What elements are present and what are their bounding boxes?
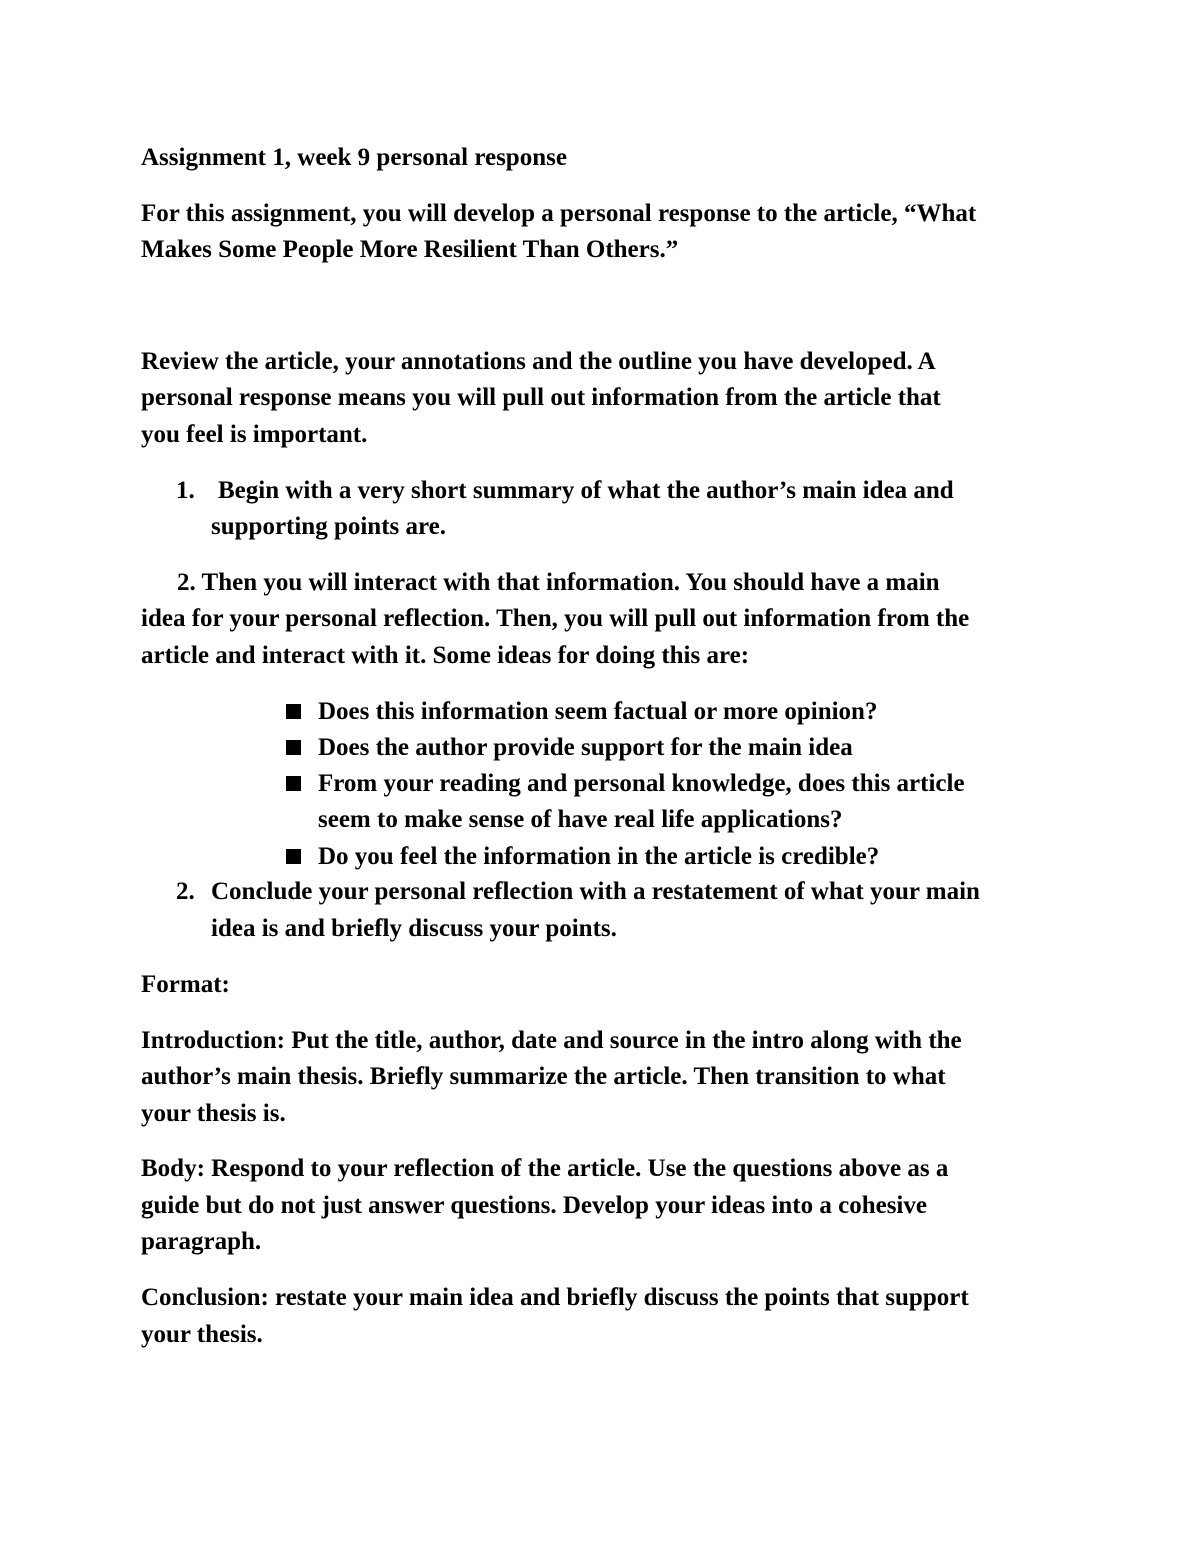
body-line-3: paragraph. (141, 1228, 262, 1255)
review-line-1: Review the article, your annotations and the outline you have developed. A (141, 348, 936, 375)
intro-line-2: Makes Some People More Resilient Than Others.” (141, 236, 679, 263)
step-3-line-1: Conclude your personal reflection with a restatement of what your main (211, 878, 980, 905)
step-2-line-2: idea for your personal reflection. Then, you will pull out information from the (141, 605, 970, 632)
step-1-line-2: supporting points are. (211, 513, 447, 540)
step-2-line-3: article and interact with it. Some ideas for doing this are: (141, 642, 750, 669)
introduction-line-3: your thesis is. (141, 1100, 286, 1127)
bullet-1-text: Does this information seem factual or more opinion? (318, 698, 878, 725)
body-line-2: guide but do not just answer questions. Develop your ideas into a cohesive (141, 1192, 927, 1219)
body-line-1: Body: Respond to your reflection of the article. Use the questions above as a (141, 1155, 949, 1182)
bullet-square-icon (286, 740, 301, 755)
bullet-2-text: Does the author provide support for the main idea (318, 734, 853, 761)
introduction-line-2: author’s main thesis. Briefly summarize the article. Then transition to what (141, 1063, 946, 1090)
bullet-4-text: Do you feel the information in the article is credible? (318, 843, 880, 870)
assignment-heading: Assignment 1, week 9 personal response (141, 144, 567, 171)
bullet-square-icon (286, 776, 301, 791)
bullet-square-icon (286, 849, 301, 864)
format-label: Format: (141, 971, 230, 998)
step-1-number: 1. (176, 477, 195, 504)
step-3-number: 2. (176, 878, 195, 905)
bullet-3-line-1: From your reading and personal knowledge, does this article (318, 770, 965, 797)
step-1-line-1: Begin with a very short summary of what the author’s main idea and (218, 477, 954, 504)
step-3-line-2: idea is and briefly discuss your points. (211, 915, 617, 942)
conclusion-line-2: your thesis. (141, 1321, 263, 1348)
conclusion-line-1: Conclusion: restate your main idea and briefly discuss the points that support (141, 1284, 969, 1311)
bullet-square-icon (286, 704, 301, 719)
step-2-line-1: 2. Then you will interact with that information. You should have a main (177, 569, 940, 596)
review-line-3: you feel is important. (141, 421, 368, 448)
intro-line-1: For this assignment, you will develop a personal response to the article, “What (141, 200, 977, 227)
introduction-line-1: Introduction: Put the title, author, date and source in the intro along with the (141, 1027, 962, 1054)
review-line-2: personal response means you will pull out information from the article that (141, 384, 941, 411)
bullet-3-line-2: seem to make sense of have real life applications? (318, 806, 843, 833)
